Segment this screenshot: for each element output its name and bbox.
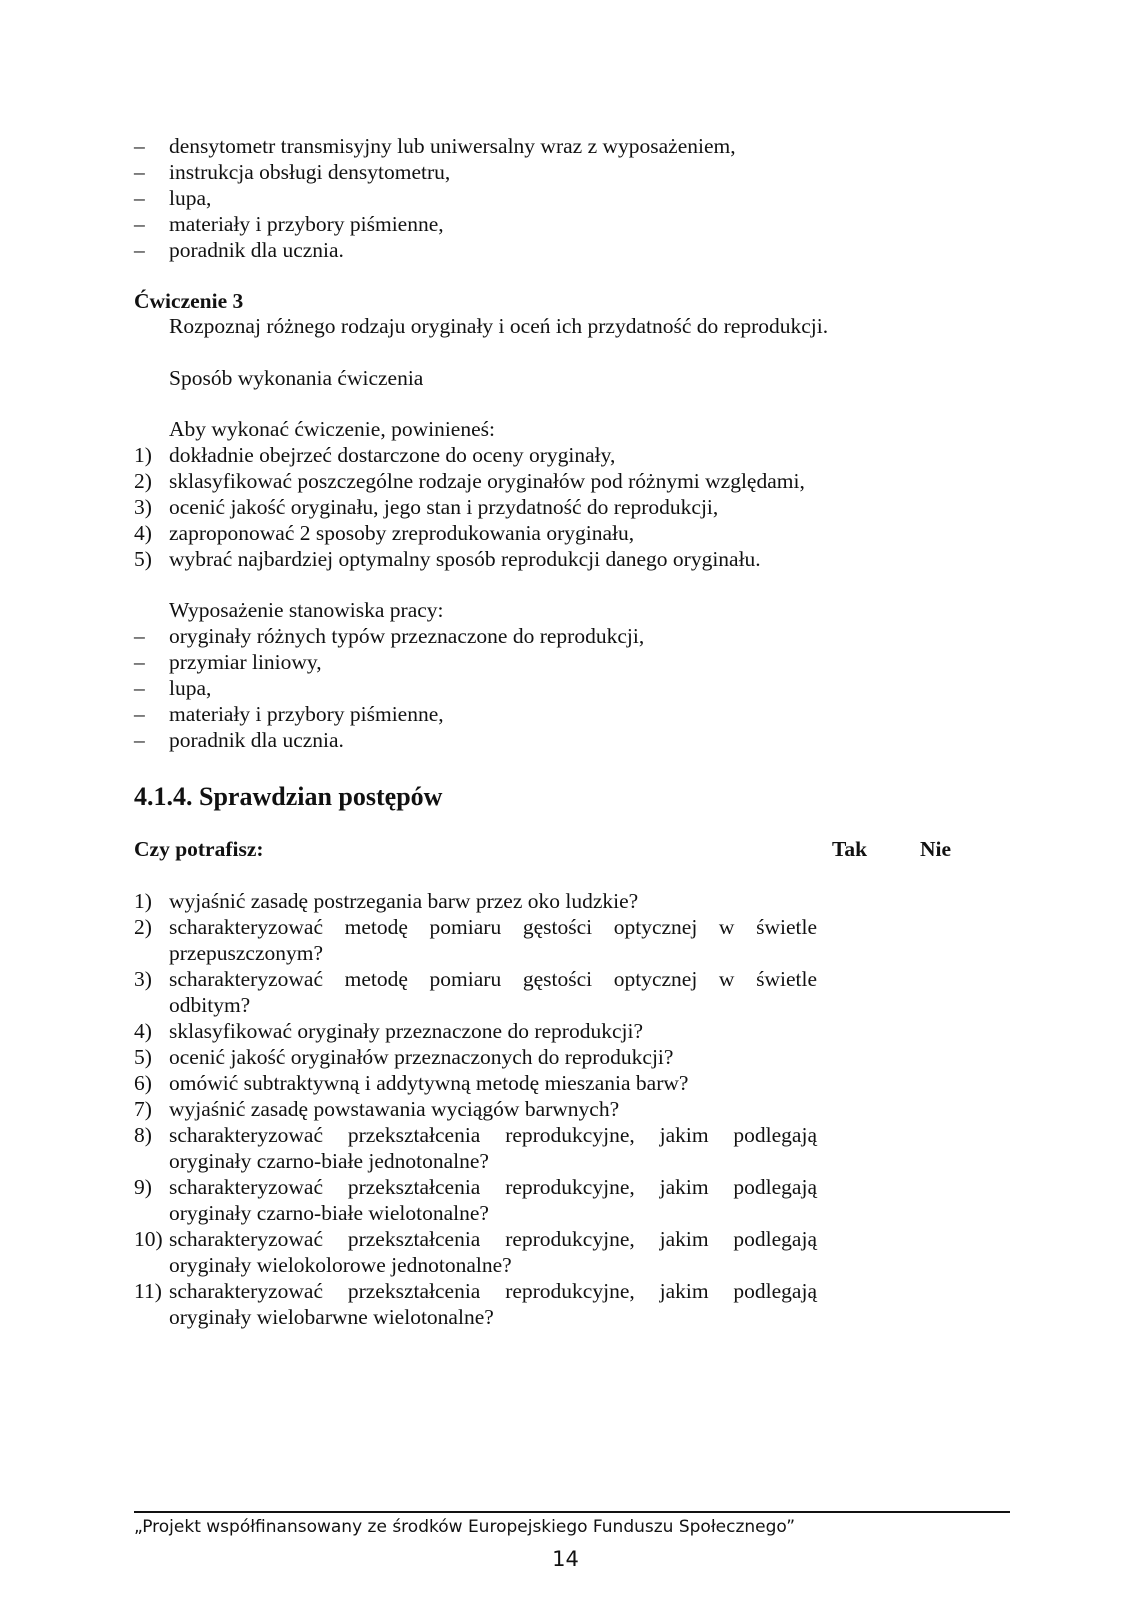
question-text: scharakteryzować przekształcenia reprodukcyjne, jakim podlegają — [169, 1175, 817, 1199]
dash-marker: – — [134, 238, 145, 262]
exercise-title: Ćwiczenie 3 — [134, 289, 244, 313]
section-title: 4.1.4. Sprawdzian postępów — [134, 782, 443, 811]
question-number: 6) — [134, 1071, 152, 1095]
question-number: 10) — [134, 1227, 163, 1251]
dash-marker: – — [134, 134, 145, 158]
list-item-text: oryginały różnych typów przeznaczone do reprodukcji, — [169, 624, 645, 648]
list-item-text: materiały i przybory piśmienne, — [169, 702, 444, 726]
question-text: oryginały wielokolorowe jednotonalne? — [169, 1253, 512, 1277]
dash-marker: – — [134, 702, 145, 726]
question-number: 11) — [134, 1279, 162, 1303]
dash-marker: – — [134, 728, 145, 752]
question-text: scharakteryzować metodę pomiaru gęstości optycznej w świetle — [169, 967, 817, 991]
question-text: ocenić jakość oryginałów przeznaczonych do reprodukcji? — [169, 1045, 674, 1069]
dash-marker: – — [134, 624, 145, 648]
steps-intro: Aby wykonać ćwiczenie, powinieneś: — [169, 417, 495, 441]
question-number: 9) — [134, 1175, 152, 1199]
list-item-text: poradnik dla ucznia. — [169, 238, 344, 262]
dash-marker: – — [134, 186, 145, 210]
question-text: scharakteryzować przekształcenia reprodukcyjne, jakim podlegają — [169, 1227, 817, 1251]
question-number: 8) — [134, 1123, 152, 1147]
footer-text: „Projekt współfinansowany ze środków Europejskiego Funduszu Społecznego” — [134, 1517, 796, 1537]
question-text: odbitym? — [169, 993, 251, 1017]
list-item-text: lupa, — [169, 676, 212, 700]
list-item-text: poradnik dla ucznia. — [169, 728, 344, 752]
question-number: 3) — [134, 967, 152, 991]
question-text: scharakteryzować metodę pomiaru gęstości optycznej w świetle — [169, 915, 817, 939]
list-item-text: lupa, — [169, 186, 212, 210]
question-text: oryginały czarno-białe wielotonalne? — [169, 1201, 489, 1225]
question-number: 2) — [134, 915, 152, 939]
step-text: zaproponować 2 sposoby zreprodukowania oryginału, — [169, 521, 635, 545]
step-text: dokładnie obejrzeć dostarczone do oceny oryginały, — [169, 443, 616, 467]
question-number: 5) — [134, 1045, 152, 1069]
dash-marker: – — [134, 650, 145, 674]
question-text: wyjaśnić zasadę powstawania wyciągów barwnych? — [169, 1097, 620, 1121]
question-text: wyjaśnić zasadę postrzegania barw przez oko ludzkie? — [169, 889, 639, 913]
question-text: oryginały wielobarwne wielotonalne? — [169, 1305, 494, 1329]
step-number: 4) — [134, 521, 152, 545]
list-item-text: materiały i przybory piśmienne, — [169, 212, 444, 236]
step-text: ocenić jakość oryginału, jego stan i przydatność do reprodukcji, — [169, 495, 719, 519]
question-text: oryginały czarno-białe jednotonalne? — [169, 1149, 489, 1173]
dash-marker: – — [134, 160, 145, 184]
step-text: wybrać najbardziej optymalny sposób reprodukcji danego oryginału. — [169, 547, 761, 571]
column-no-header: Nie — [920, 837, 952, 861]
question-text: przepuszczonym? — [169, 941, 324, 965]
list-item-text: przymiar liniowy, — [169, 650, 322, 674]
column-yes-header: Tak — [832, 837, 868, 861]
question-number: 7) — [134, 1097, 152, 1121]
question-header: Czy potrafisz: — [134, 837, 264, 861]
step-number: 2) — [134, 469, 152, 493]
step-text: sklasyfikować poszczególne rodzaje oryginałów pod różnymi względami, — [169, 469, 805, 493]
dash-marker: – — [134, 676, 145, 700]
equipment-heading: Wyposażenie stanowiska pracy: — [169, 598, 444, 622]
question-text: omówić subtraktywną i addytywną metodę mieszania barw? — [169, 1071, 689, 1095]
method-heading: Sposób wykonania ćwiczenia — [169, 366, 424, 390]
step-number: 3) — [134, 495, 152, 519]
question-number: 1) — [134, 889, 152, 913]
exercise-task: Rozpoznaj różnego rodzaju oryginały i oceń ich przydatność do reprodukcji. — [169, 314, 829, 338]
question-text: scharakteryzować przekształcenia reprodukcyjne, jakim podlegają — [169, 1123, 817, 1147]
page-number: 14 — [552, 1547, 579, 1571]
question-number: 4) — [134, 1019, 152, 1043]
step-number: 5) — [134, 547, 152, 571]
step-number: 1) — [134, 443, 152, 467]
list-item-text: instrukcja obsługi densytometru, — [169, 160, 451, 184]
dash-marker: – — [134, 212, 145, 236]
question-text: scharakteryzować przekształcenia reprodukcyjne, jakim podlegają — [169, 1279, 817, 1303]
question-text: sklasyfikować oryginały przeznaczone do reprodukcji? — [169, 1019, 643, 1043]
footer-divider — [134, 1511, 1010, 1513]
list-item-text: densytometr transmisyjny lub uniwersalny wraz z wyposażeniem, — [169, 134, 736, 158]
